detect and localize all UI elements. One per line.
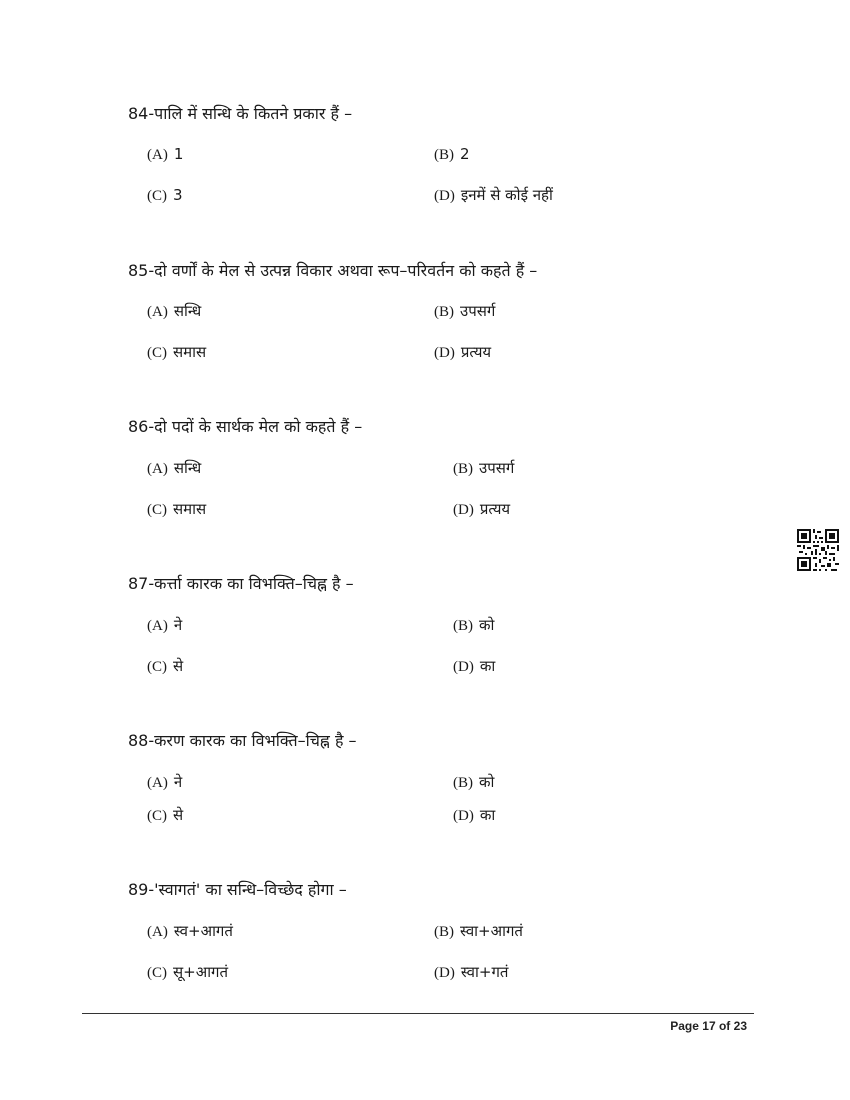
option-text: स्व+आगतं <box>173 922 233 940</box>
option-86-b <box>453 458 514 479</box>
option-84-a <box>147 144 183 165</box>
option-letter: (A) <box>147 924 168 940</box>
option-letter: (B) <box>434 304 454 320</box>
question-text: दो वर्णों के मेल से उत्पन्न विकार अथवा रूप–परिवर्तन को कहते हैं – <box>154 261 538 280</box>
question-88 <box>128 731 357 751</box>
option-text: का <box>479 806 496 824</box>
option-letter: (A) <box>147 304 168 320</box>
question-84 <box>128 104 352 124</box>
option-87-a <box>147 615 182 636</box>
option-85-b <box>434 301 495 322</box>
question-89 <box>128 880 347 900</box>
option-letter: (D) <box>434 345 455 361</box>
option-text: सू+आगतं <box>173 963 229 981</box>
option-letter: (A) <box>147 147 168 163</box>
option-84-d <box>434 185 553 206</box>
option-text: सन्धि <box>173 459 202 477</box>
option-87-b <box>453 615 494 636</box>
option-86-d <box>453 499 510 520</box>
option-letter: (C) <box>147 965 167 981</box>
option-text: इनमें से कोई नहीं <box>460 186 553 204</box>
option-89-a <box>147 921 233 942</box>
qr-code-icon <box>797 529 839 571</box>
option-text: उपसर्ग <box>479 459 515 477</box>
question-number: 88- <box>128 731 155 750</box>
option-letter: (D) <box>453 808 474 824</box>
option-88-a <box>147 772 182 793</box>
option-text: समास <box>173 500 207 518</box>
option-text: 2 <box>460 145 470 163</box>
option-89-c <box>147 962 228 983</box>
option-85-a <box>147 301 201 322</box>
option-letter: (A) <box>147 775 168 791</box>
option-88-d <box>453 805 495 826</box>
question-text: पालि में सन्धि के कितने प्रकार हैं – <box>154 104 353 123</box>
question-85 <box>128 261 537 281</box>
question-number: 89- <box>128 880 155 899</box>
option-text: को <box>479 773 495 791</box>
option-86-a <box>147 458 201 479</box>
option-87-d <box>453 656 495 677</box>
option-letter: (D) <box>434 188 455 204</box>
option-text: प्रत्यय <box>460 343 492 361</box>
option-text: को <box>479 616 495 634</box>
option-letter: (B) <box>453 775 473 791</box>
option-letter: (C) <box>147 808 167 824</box>
footer-divider <box>82 1013 754 1014</box>
option-letter: (C) <box>147 659 167 675</box>
option-text: 3 <box>173 186 183 204</box>
question-text: दो पदों के सार्थक मेल को कहते हैं – <box>154 417 363 436</box>
option-84-c <box>147 185 183 206</box>
option-text: समास <box>173 343 207 361</box>
option-text: 1 <box>173 145 184 163</box>
option-letter: (A) <box>147 618 168 634</box>
option-letter: (C) <box>147 502 167 518</box>
option-85-c <box>147 342 206 363</box>
option-letter: (B) <box>434 924 454 940</box>
option-letter: (C) <box>147 345 167 361</box>
question-87 <box>128 574 354 594</box>
question-number: 86- <box>128 417 155 436</box>
question-86 <box>128 417 362 437</box>
option-letter: (D) <box>453 659 474 675</box>
option-text: से <box>173 806 184 824</box>
option-text: ने <box>173 773 183 791</box>
option-85-d <box>434 342 491 363</box>
of-label: of <box>718 1019 731 1033</box>
option-letter: (C) <box>147 188 167 204</box>
option-text: सन्धि <box>173 302 202 320</box>
question-number: 84- <box>128 104 155 123</box>
option-84-b <box>434 144 470 165</box>
option-text: से <box>173 657 184 675</box>
option-88-b <box>453 772 494 793</box>
option-87-c <box>147 656 183 677</box>
question-number: 87- <box>128 574 155 593</box>
question-text: करण कारक का विभक्ति–चिह्न है – <box>154 731 357 750</box>
page-number: 17 <box>702 1019 716 1033</box>
option-text: प्रत्यय <box>479 500 511 518</box>
option-89-b <box>434 921 523 942</box>
total-pages: 23 <box>733 1019 747 1033</box>
question-text: 'स्वागतं' का सन्धि–विच्छेद होगा – <box>154 880 347 899</box>
option-letter: (B) <box>453 618 473 634</box>
option-text: स्वा+आगतं <box>460 922 523 940</box>
option-letter: (D) <box>453 502 474 518</box>
option-letter: (D) <box>434 965 455 981</box>
option-86-c <box>147 499 206 520</box>
option-89-d <box>434 962 508 983</box>
option-88-c <box>147 805 183 826</box>
option-text: ने <box>173 616 183 634</box>
option-text: का <box>479 657 496 675</box>
option-letter: (B) <box>453 461 473 477</box>
option-text: उपसर्ग <box>460 302 496 320</box>
page-label: Page <box>670 1019 699 1033</box>
question-text: कर्त्ता कारक का विभक्ति–चिह्न है – <box>154 574 354 593</box>
option-text: स्वा+गतं <box>460 963 509 981</box>
option-letter: (B) <box>434 147 454 163</box>
page-footer <box>670 1019 747 1033</box>
option-letter: (A) <box>147 461 168 477</box>
question-number: 85- <box>128 261 155 280</box>
